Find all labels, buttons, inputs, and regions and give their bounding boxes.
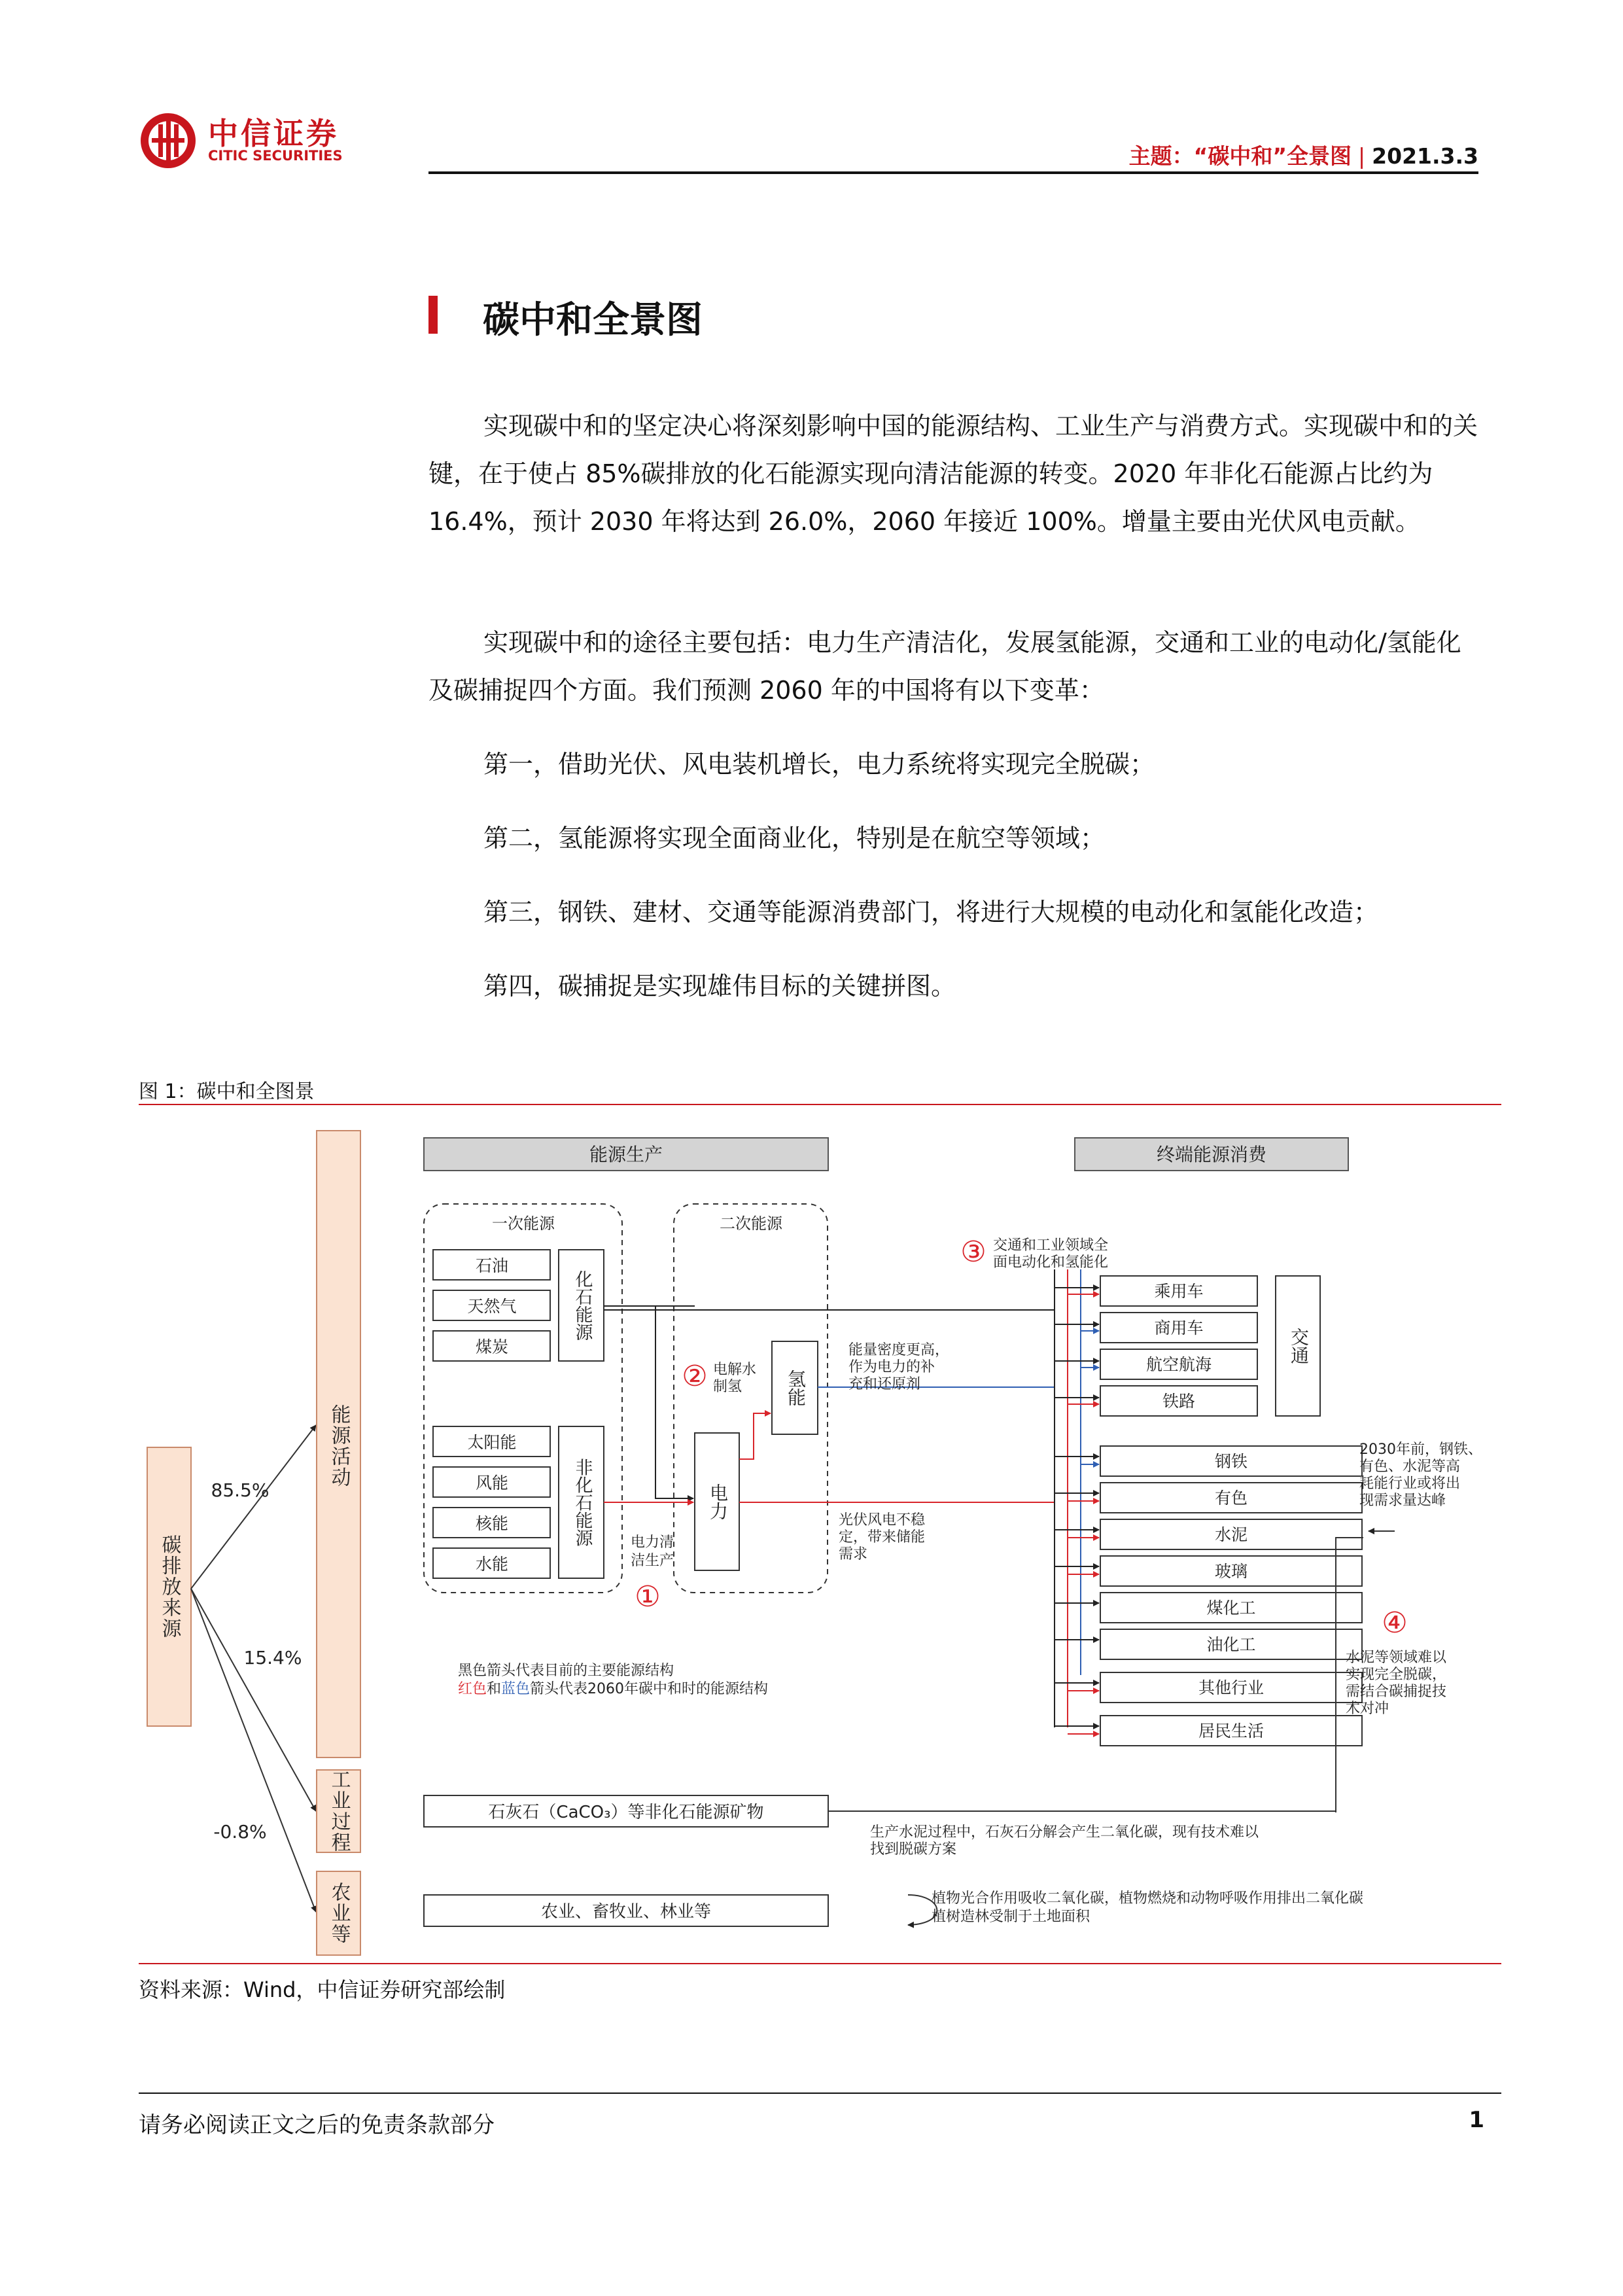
- header-separator: |: [1358, 143, 1366, 169]
- pv-note-a: 光伏风电不稳: [839, 1512, 926, 1528]
- limestone-note-a: 生产水泥过程中，石灰石分解会产生二氧化碳，现有技术难以: [870, 1824, 1259, 1841]
- marker-4-text-b: 实现完全脱碳，: [1346, 1667, 1447, 1683]
- arrow-industry: [191, 1589, 316, 1811]
- limestone-label: 石灰石（CaCO₃）等非化石能源矿物: [488, 1803, 764, 1822]
- consumer-item: 钢铁: [1214, 1452, 1248, 1471]
- header-topic: 主题：“碳中和”全景图: [1128, 143, 1352, 169]
- marker-4: ④: [1382, 1606, 1408, 1640]
- agriculture-source-label: 农业、畜牧业、林业等: [540, 1902, 712, 1922]
- share-energy: 85.5%: [211, 1479, 270, 1501]
- paragraph: 第二，氢能源将实现全面商业化，特别是在航空等领域；: [483, 824, 1106, 853]
- nonfossil-item: 风能: [475, 1474, 509, 1492]
- consumer-item: 其他行业: [1198, 1678, 1265, 1697]
- nonfossil-item: 水能: [475, 1555, 509, 1574]
- peak-note-a: 2030年前，钢铁、: [1359, 1441, 1482, 1458]
- consumer-item: 玻璃: [1214, 1562, 1248, 1581]
- legend-blue-word: 蓝色: [501, 1681, 531, 1697]
- agriculture-note-1: 植物光合作用吸收二氧化碳，植物燃烧和动物呼吸作用排出二氧化碳: [932, 1890, 1364, 1907]
- figure-top-rule: [139, 1104, 1501, 1105]
- footer-disclaimer: 请务必阅读正文之后的免责条款部分: [139, 2112, 495, 2138]
- legend-colored: [458, 1681, 768, 1697]
- logo-text-cn: 中信证券: [208, 116, 339, 151]
- nonfossil-label: 非化石能源: [572, 1458, 593, 1547]
- consumer-item: 居民生活: [1198, 1722, 1265, 1740]
- primary-energy-label: 一次能源: [492, 1214, 555, 1233]
- peak-note-c: 耗能行业或将出: [1359, 1475, 1461, 1492]
- h2-note-a: 能量密度更高，: [848, 1342, 950, 1358]
- fossil-item: 天然气: [467, 1297, 517, 1316]
- marker-4-text-a: 水泥等领域难以: [1346, 1650, 1447, 1666]
- nonfossil-item: 太阳能: [467, 1433, 517, 1452]
- carbon-neutrality-diagram: [139, 1112, 1501, 1963]
- section-title-marker: [428, 296, 438, 334]
- arrow-fossil-electricity: [655, 1306, 693, 1498]
- transport-group: [1100, 1276, 1320, 1416]
- agriculture-label: 农业等: [327, 1882, 351, 1945]
- header-rule: [428, 171, 1478, 174]
- marker-4-text-d: 术对冲: [1346, 1701, 1389, 1717]
- marker-1-text-a: 电力清: [631, 1534, 674, 1551]
- energy-activity-label: 能源活动: [327, 1404, 351, 1488]
- paragraph: 实现碳中和的途径主要包括：电力生产清洁化，发展氢能源，交通和工业的电动化/氢能化及碳捕捉四个方面。我们预测 2060 年的中国将有以下变革：: [428, 628, 1461, 705]
- citic-logo-icon: [139, 111, 198, 170]
- marker-3: ③: [960, 1235, 986, 1269]
- marker-2: ②: [682, 1360, 708, 1393]
- figure-bottom-rule: [139, 1963, 1501, 1964]
- industry-group: [1100, 1446, 1362, 1746]
- consumer-item: 铁路: [1162, 1392, 1196, 1411]
- marker-3-text-b: 面电动化和氢能化: [993, 1254, 1109, 1271]
- peak-note-d: 现需求量达峰: [1359, 1492, 1446, 1509]
- electricity-label: 电力: [707, 1483, 729, 1520]
- transport-label: 交通: [1288, 1328, 1310, 1364]
- header-topic-date: [1129, 139, 1478, 170]
- consumer-item: 水泥: [1214, 1525, 1248, 1544]
- figure-source: 资料来源：Wind，中信证券研究部绘制: [139, 1977, 506, 2002]
- fossil-label: 化石能源: [572, 1270, 593, 1341]
- fossil-item: 煤炭: [475, 1337, 509, 1356]
- consumer-item: 航空航海: [1145, 1355, 1212, 1374]
- marker-2-text-a: 电解水: [713, 1362, 757, 1378]
- legend-black: 黑色箭头代表目前的主要能源结构: [458, 1663, 674, 1679]
- secondary-energy-label: 二次能源: [720, 1214, 782, 1233]
- page-number: 1: [1469, 2107, 1484, 2133]
- consumer-item: 煤化工: [1206, 1598, 1256, 1617]
- limestone-note-b: 找到脱碳方案: [870, 1841, 957, 1858]
- arrow-energy: [191, 1425, 316, 1589]
- marker-2-text-b: 制氢: [713, 1379, 742, 1395]
- consumer-item: 乘用车: [1154, 1282, 1204, 1301]
- consumer-item: 商用车: [1154, 1318, 1204, 1337]
- header-date: 2021.3.3: [1372, 143, 1478, 169]
- arrow-electricity-hydrogen: [739, 1413, 771, 1459]
- arrow-agriculture: [191, 1589, 316, 1912]
- agriculture-note-2: 植树造林受制于土地面积: [932, 1909, 1091, 1925]
- emission-source-label: 碳排放来源: [158, 1534, 181, 1639]
- marker-1-text-b: 洁生产: [631, 1553, 674, 1569]
- logo-text-en: CITIC SECURITIES: [208, 148, 343, 164]
- fossil-item: 石油: [475, 1256, 509, 1275]
- consumer-arrows: [1055, 1288, 1099, 1734]
- legend-rest: 箭头代表2060年碳中和时的能源结构: [530, 1681, 769, 1697]
- hydrogen-label: 氢能: [785, 1369, 807, 1406]
- end-consumption-label: 终端能源消费: [1156, 1144, 1267, 1165]
- paragraph: 第一，借助光伏、风电装机增长，电力系统将实现完全脱碳；: [483, 750, 1155, 779]
- figure-caption: 图 1：碳中和全图景: [139, 1080, 315, 1103]
- marker-3-text-a: 交通和工业领域全: [993, 1237, 1109, 1254]
- limestone-line: [828, 1793, 1336, 1811]
- paragraph: 第四，碳捕捉是实现雄伟目标的关键拼图。: [483, 972, 956, 1000]
- share-industry: 15.4%: [243, 1647, 302, 1669]
- h2-note-c: 充和还原剂: [848, 1376, 921, 1392]
- industry-process-label: 工业过程: [327, 1769, 351, 1853]
- marker-1: ①: [635, 1580, 661, 1614]
- consumer-item: 有色: [1214, 1489, 1248, 1508]
- legend-red-word: 红色: [458, 1681, 487, 1697]
- h2-note-b: 作为电力的补: [848, 1359, 935, 1375]
- peak-note-b: 有色、水泥等高: [1359, 1458, 1461, 1475]
- footer-rule: [139, 2093, 1501, 2094]
- section-title: 碳中和全景图: [483, 299, 703, 342]
- paragraph: 实现碳中和的坚定决心将深刻影响中国的能源结构、工业生产与消费方式。实现碳中和的关键，在于使占 85%碳排放的化石能源实现向清洁能源的转变。2020 年非化石能源占比约为 16.4%，预计 2030 年将达到 26.0%，2060 年接近 100%。增量主要由光伏风电贡献。: [428, 412, 1478, 536]
- legend-and-word: 和: [487, 1681, 502, 1697]
- pv-note-b: 定，带来储能: [839, 1529, 926, 1545]
- share-agriculture: -0.8%: [213, 1821, 267, 1843]
- nonfossil-item: 核能: [475, 1514, 509, 1533]
- marker-4-text-c: 需结合碳捕捉技: [1346, 1684, 1447, 1700]
- consumer-item: 油化工: [1206, 1635, 1256, 1654]
- paragraph: 第三，钢铁、建材、交通等能源消费部门，将进行大规模的电动化和氢能化改造；: [483, 898, 1379, 927]
- pv-note-c: 需求: [839, 1546, 868, 1563]
- energy-production-label: 能源生产: [589, 1144, 663, 1165]
